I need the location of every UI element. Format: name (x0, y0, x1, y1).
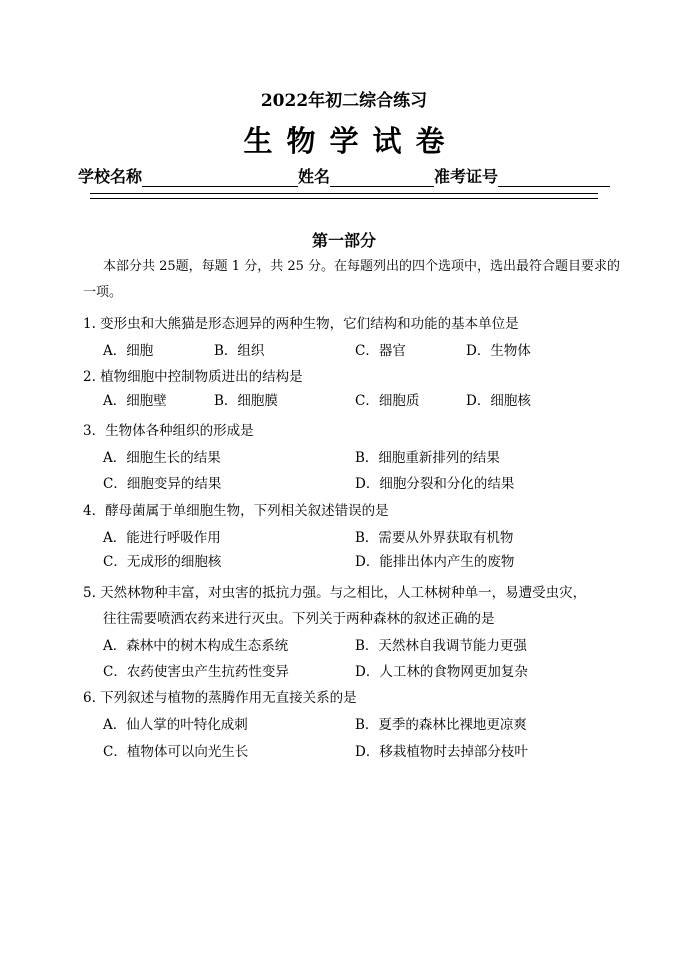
q4-option-c[interactable]: C．无成形的细胞核 (103, 554, 222, 570)
q2-option-c[interactable]: C．细胞质 (355, 393, 420, 409)
question-5-stem-line1: 5. 天然林物种丰富，对虫害的抵抗力强。与之相比，人工林树种单一，易遭受虫灾， (83, 585, 587, 601)
school-label: 学校名称 (78, 167, 143, 186)
student-info-row (78, 164, 610, 187)
q1-option-b[interactable]: B．组织 (214, 343, 265, 359)
q4-option-a[interactable]: A．能进行呼吸作用 (103, 530, 221, 546)
q1-option-c[interactable]: C．器官 (355, 343, 406, 359)
q6-option-a[interactable]: A．仙人掌的叶特化成刺 (103, 717, 248, 733)
divider-top (90, 193, 598, 194)
q6-option-b[interactable]: B．夏季的森林比裸地更凉爽 (355, 717, 527, 733)
name-label: 姓名 (298, 167, 331, 186)
q3-option-a[interactable]: A．细胞生长的结果 (103, 450, 221, 466)
q4-option-d[interactable]: D．能排出体内产生的废物 (355, 554, 515, 570)
name-blank[interactable] (330, 168, 434, 187)
q2-option-d[interactable]: D．细胞核 (466, 393, 531, 409)
section-title: 第一部分 (311, 231, 376, 250)
q1-option-a[interactable]: A．细胞 (103, 343, 154, 359)
question-6-stem: 6. 下列叙述与植物的蒸腾作用无直接关系的是 (83, 690, 357, 706)
q2-option-a[interactable]: A．细胞壁 (103, 393, 167, 409)
exam-id-label: 准考证号 (434, 167, 499, 186)
q4-option-b[interactable]: B．需要从外界获取有机物 (355, 530, 514, 546)
question-1-stem: 1. 变形虫和大熊猫是形态迥异的两种生物，它们结构和功能的基本单位是 (83, 316, 519, 332)
q5-option-a[interactable]: A．森林中的树木构成生态系统 (103, 638, 289, 654)
divider-bottom (90, 198, 598, 199)
question-3-stem: 3．生物体各种组织的形成是 (83, 423, 254, 439)
q3-option-d[interactable]: D．细胞分裂和分化的结果 (355, 476, 515, 492)
q3-option-c[interactable]: C．细胞变异的结果 (103, 476, 222, 492)
question-2-stem: 2. 植物细胞中控制物质进出的结构是 (83, 369, 303, 385)
q1-option-d[interactable]: D．生物体 (466, 343, 531, 359)
q3-option-b[interactable]: B．细胞重新排列的结果 (355, 450, 500, 466)
exam-title-line2: 生物学试卷 (243, 124, 459, 158)
q6-option-c[interactable]: C．植物体可以向光生长 (103, 744, 249, 760)
section-intro: 本部分共 25题，每题 1 分，共 25 分。在每题列出的四个选项中，选出最符合题目要求的一项。 (83, 259, 621, 300)
q5-option-c[interactable]: C．农药使害虫产生抗药性变异 (103, 664, 289, 680)
question-4-stem: 4．酵母菌属于单细胞生物，下列相关叙述错误的是 (83, 503, 389, 519)
q5-option-d[interactable]: D．人工林的食物网更加复杂 (355, 664, 528, 680)
q6-option-d[interactable]: D．移栽植物时去掉部分枝叶 (355, 744, 528, 760)
school-blank[interactable] (142, 168, 298, 187)
q2-option-b[interactable]: B．细胞膜 (214, 393, 278, 409)
q5-option-b[interactable]: B．天然林自我调节能力更强 (355, 638, 527, 654)
exam-title-line1: 2022年初二综合练习 (260, 91, 428, 111)
question-5-stem-line2: 往往需要喷洒农药来进行灭虫。下列关于两种森林的叙述正确的是 (103, 611, 495, 627)
exam-id-blank[interactable] (498, 168, 610, 187)
